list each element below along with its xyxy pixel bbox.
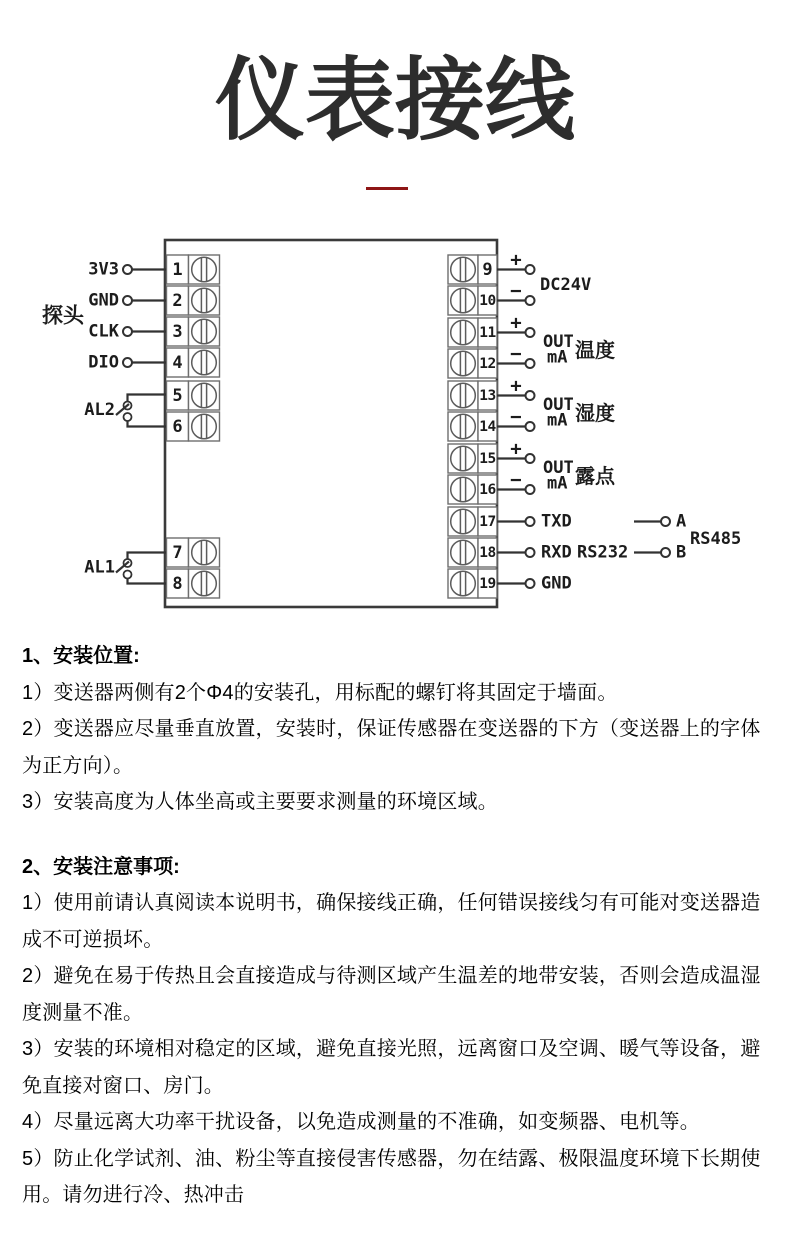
instruction-item: 2）变送器应尽量垂直放置，安装时，保证传感器在变送器的下方（变送器上的字体为正方向）。: [22, 718, 761, 777]
terminal-number: 18: [479, 545, 496, 561]
al2-switch: [84, 395, 166, 427]
screw-cell: [448, 569, 478, 598]
connector-node: [661, 548, 670, 557]
terminal-number: 16: [479, 482, 496, 498]
instruction-item: 3）安装的环境相对稳定的区域，避免直接光照，远离窗口及空调、暖气等设备，避免直接对窗口、房门。: [22, 1038, 761, 1097]
terminal-number: 6: [172, 417, 183, 437]
screw-cell: [189, 381, 220, 410]
wire-out3-minus: [497, 469, 535, 494]
wire-clk: [88, 322, 166, 342]
terminal-1: [167, 255, 220, 284]
screw-cell: [448, 538, 478, 567]
out3-name: 露点: [575, 466, 615, 488]
rs485-a-line: [634, 512, 686, 532]
instruction-item: 3）安装高度为人体坐高或主要要求测量的环境区域。: [22, 791, 498, 813]
polarity-minus: −: [510, 343, 522, 365]
polarity-plus: +: [510, 438, 522, 460]
screw-cell: [448, 286, 478, 315]
al1-switch: [84, 553, 166, 584]
screw-cell: [189, 538, 220, 567]
terminal-11: [448, 318, 497, 347]
terminal-14: [448, 412, 497, 441]
screw-cell: [189, 255, 220, 284]
wire-dc24v-minus: [497, 280, 535, 305]
wire-out3-plus: [497, 438, 535, 463]
polarity-minus: −: [510, 469, 522, 491]
contact-node: [124, 413, 132, 421]
screw-cell: [189, 348, 220, 377]
section-install-notes: [22, 849, 774, 1214]
polarity-minus: −: [510, 406, 522, 428]
signal-label: CLK: [88, 321, 119, 342]
terminal-number: 2: [172, 291, 183, 311]
al1-label: AL1: [84, 557, 115, 578]
connector-node: [123, 358, 132, 367]
rs485-label: RS485: [690, 529, 742, 549]
instruction-item: 5）防止化学试剂、油、粉尘等直接侵害传感器，勿在结露、极限温度环境下长期使用。请勿进行冷、热冲击: [22, 1147, 761, 1206]
connector-node: [526, 422, 535, 431]
section-heading: 1、安装位置:: [22, 645, 140, 667]
screw-cell: [448, 475, 478, 504]
wire-out1-plus: [497, 312, 535, 337]
dc24v-label: DC24V: [540, 275, 592, 295]
terminal-8: [167, 569, 220, 598]
connector-node: [526, 517, 535, 526]
probe-label: 探头: [42, 304, 84, 328]
out2-name: 湿度: [575, 403, 615, 425]
out2-unit: mA: [547, 410, 568, 431]
instruction-item: 2）避免在易于传热且会直接造成与待测区域产生温差的地带安装，否则会造成温湿度测量不准。: [22, 965, 761, 1024]
connector-node: [123, 296, 132, 305]
polarity-plus: +: [510, 312, 522, 334]
page-title: 仪表接线: [215, 51, 575, 151]
bracket-top: [128, 553, 167, 560]
terminal-number: 1: [172, 260, 183, 280]
section-heading: 2、安装注意事项:: [22, 855, 180, 878]
connector-node: [123, 265, 132, 274]
terminal-18: [448, 538, 497, 567]
wire-out1-minus: [497, 343, 535, 368]
rs485-b-line: [634, 543, 686, 563]
section-install-position: [22, 638, 774, 821]
bracket-bottom: [128, 579, 167, 584]
out1-name: 温度: [575, 340, 615, 362]
wire-out2-minus: [497, 406, 535, 431]
bracket-bottom: [128, 421, 167, 427]
terminal-13: [448, 381, 497, 410]
wire-3v3: [88, 260, 166, 280]
terminal-number: 10: [479, 293, 496, 309]
screw-cell: [189, 317, 220, 346]
terminal-12: [448, 349, 497, 378]
terminal-17: [448, 507, 497, 536]
terminal-15: [448, 444, 497, 473]
polarity-plus: +: [510, 375, 522, 397]
rs232-label: RS232: [577, 542, 629, 563]
screw-cell: [448, 507, 478, 536]
screw-cell: [189, 569, 220, 598]
screw-cell: [448, 444, 478, 473]
connector-node: [526, 548, 535, 557]
out1-label: OUT: [543, 332, 574, 352]
terminal-number: 14: [479, 419, 496, 435]
terminal-10: [448, 286, 497, 315]
wire-out2-plus: [497, 375, 535, 400]
al2-label: AL2: [84, 400, 115, 420]
connector-node: [526, 391, 535, 400]
terminal-number: 9: [482, 260, 493, 280]
wire-gnd-serial: [497, 574, 572, 594]
screw-cell: [448, 349, 478, 378]
out2-label: OUT: [543, 395, 574, 415]
connector-node: [526, 296, 535, 305]
wiring-diagram: [0, 228, 790, 623]
gnd-label: GND: [541, 573, 572, 594]
connector-node: [526, 359, 535, 368]
polarity-plus: +: [510, 249, 522, 271]
terminal-7: [167, 538, 220, 567]
connector-node: [526, 265, 535, 274]
out3-label: OUT: [543, 458, 574, 478]
connector-node: [526, 454, 535, 463]
signal-label: DIO: [88, 352, 119, 373]
terminal-3: [167, 317, 220, 346]
terminal-number: 17: [479, 514, 496, 530]
terminal-number: 13: [479, 388, 496, 404]
connector-node: [526, 579, 535, 588]
connector-node: [661, 517, 670, 526]
signal-label: GND: [88, 290, 119, 311]
screw-cell: [448, 318, 478, 347]
terminal-16: [448, 475, 497, 504]
wire-txd: [497, 512, 572, 532]
terminal-19: [448, 569, 497, 598]
connector-node: [526, 328, 535, 337]
terminal-9: [448, 255, 497, 284]
terminal-number: 12: [479, 356, 496, 372]
instruction-item: 4）尽量远离大功率干扰设备，以免造成测量的不准确，如变频器、电机等。: [22, 1111, 700, 1133]
terminal-number: 3: [172, 322, 183, 342]
out3-unit: mA: [547, 473, 568, 494]
screw-cell: [448, 381, 478, 410]
bracket-top: [128, 395, 167, 402]
rs485-a-label: A: [676, 511, 687, 532]
terminal-5: [167, 381, 220, 410]
terminal-number: 5: [172, 386, 183, 406]
terminal-2: [167, 286, 220, 315]
terminal-number: 7: [172, 543, 183, 563]
terminal-number: 15: [479, 451, 496, 467]
screw-cell: [189, 286, 220, 315]
wire-rxd: [497, 543, 628, 563]
terminal-number: 4: [172, 353, 183, 373]
instruction-item: 1）使用前请认真阅读本说明书，确保接线正确，任何错误接线匀有可能对变送器造成不可逆损坏。: [22, 892, 761, 951]
terminal-4: [167, 348, 220, 377]
wire-dc24v-plus: [497, 249, 535, 274]
title-underline: [366, 187, 408, 190]
screw-cell: [189, 412, 220, 441]
connector-node: [526, 485, 535, 494]
signal-label: 3V3: [88, 259, 119, 280]
instruction-item: 1）变送器两侧有2个Φ4的安装孔，用标配的螺钉将其固定于墙面。: [22, 681, 618, 704]
screw-cell: [448, 412, 478, 441]
polarity-minus: −: [510, 280, 522, 302]
terminal-number: 8: [172, 574, 183, 594]
wire-gnd-probe: [88, 291, 166, 311]
terminal-number: 11: [479, 325, 496, 341]
wire-dio: [88, 353, 166, 373]
instructions: [22, 638, 774, 1214]
connector-node: [123, 327, 132, 336]
contact-node: [124, 571, 132, 579]
txd-label: TXD: [541, 511, 572, 532]
terminal-6: [167, 412, 220, 441]
rs485-b-label: B: [676, 542, 687, 563]
out1-unit: mA: [547, 347, 568, 368]
screw-cell: [448, 255, 478, 284]
terminal-number: 19: [479, 576, 496, 592]
rxd-label: RXD: [541, 542, 572, 563]
